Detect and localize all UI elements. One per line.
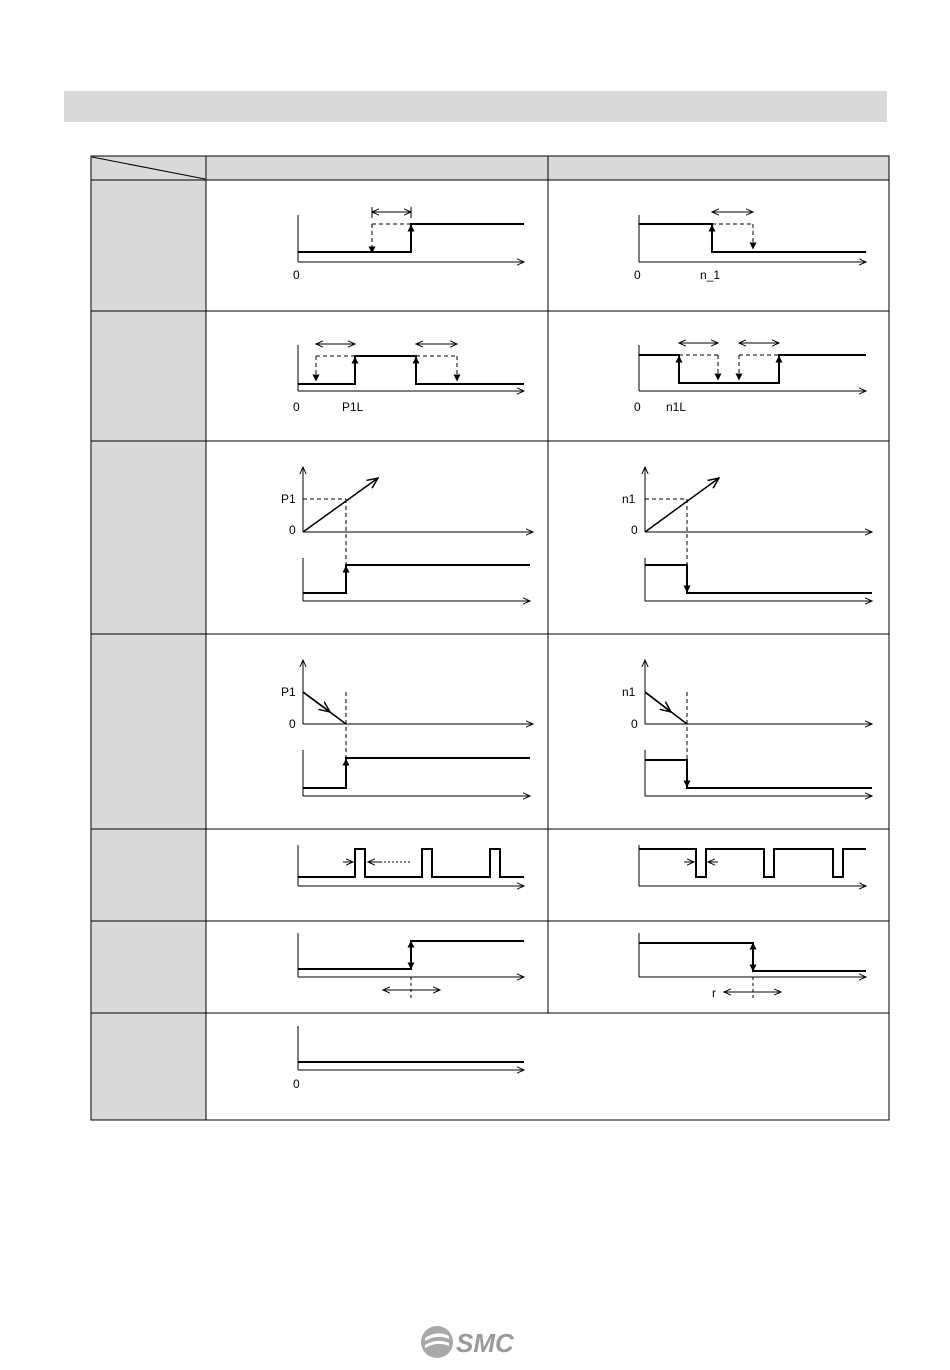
row7-chart bbox=[293, 1026, 524, 1091]
row6-left-chart bbox=[298, 933, 524, 998]
n1-label: n1 bbox=[622, 492, 636, 506]
row6-right-chart bbox=[639, 933, 866, 1000]
row3-right-chart bbox=[622, 467, 872, 601]
zero-label: 0 bbox=[631, 523, 638, 537]
header-row bbox=[91, 156, 889, 180]
row-label-column bbox=[91, 180, 206, 1120]
zero-label: 0 bbox=[289, 523, 296, 537]
zero-label: 0 bbox=[634, 400, 641, 414]
zero-label: 0 bbox=[631, 717, 638, 731]
row1-right-chart bbox=[634, 212, 866, 282]
zero-label: 0 bbox=[289, 717, 296, 731]
p1-label: P1 bbox=[281, 492, 296, 506]
table-borders bbox=[91, 156, 889, 1120]
row5-right-chart bbox=[639, 845, 866, 886]
n1-label: n1 bbox=[622, 685, 636, 699]
row2-left-chart bbox=[293, 344, 524, 414]
row5-left-chart bbox=[298, 845, 524, 886]
row3-left-chart bbox=[281, 467, 533, 601]
r-label: r bbox=[712, 986, 716, 1000]
row4-right-chart bbox=[622, 660, 872, 796]
zero-label: 0 bbox=[293, 1077, 300, 1091]
p1l-label: P1L bbox=[342, 400, 364, 414]
p1-label: P1 bbox=[281, 685, 296, 699]
row1-left-chart bbox=[293, 207, 524, 282]
row2-right-chart bbox=[634, 343, 866, 414]
zero-label: 0 bbox=[293, 400, 300, 414]
zero-label: 0 bbox=[293, 268, 300, 282]
row4-left-chart bbox=[281, 660, 533, 796]
smc-logo bbox=[420, 1324, 530, 1360]
brand-text: SMC bbox=[456, 1328, 514, 1358]
zero-label: 0 bbox=[634, 268, 641, 282]
n1l-label: n1L bbox=[666, 400, 687, 414]
n1-threshold-label: n_1 bbox=[700, 268, 721, 282]
